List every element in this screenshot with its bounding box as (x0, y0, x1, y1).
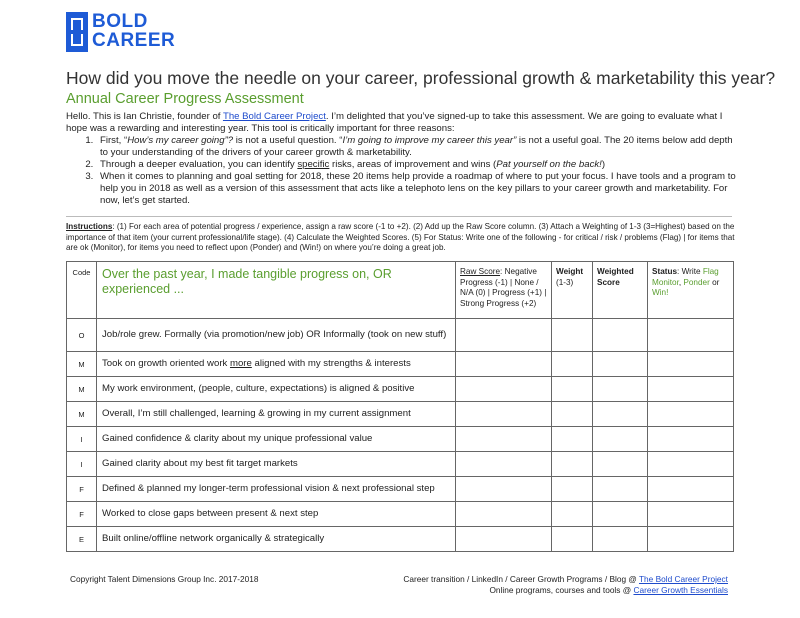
weighted-score-cell[interactable] (593, 452, 648, 477)
row-text: Built online/offline network organically & strategically (97, 527, 456, 552)
weighted-score-cell[interactable] (593, 377, 648, 402)
weight-cell[interactable] (552, 352, 593, 377)
weighted-score-cell[interactable] (593, 527, 648, 552)
footer-links (380, 574, 728, 595)
table-row (67, 377, 734, 402)
header-code: Code (67, 262, 97, 319)
weight-cell[interactable] (552, 402, 593, 427)
row-code: M (67, 352, 97, 377)
footer-career-growth-link[interactable]: Career Growth Essentials (633, 584, 728, 595)
row-code: I (67, 452, 97, 477)
weighted-score-cell[interactable] (593, 352, 648, 377)
status-cell[interactable] (648, 452, 734, 477)
header-weight: Weight (1-3) (552, 262, 593, 319)
logo-text (92, 12, 175, 50)
row-code: F (67, 502, 97, 527)
header-raw-score: Raw Score: Negative Progress (-1) | None / N/A (0) | Progress (+1) | Strong Progress (+2) (456, 262, 552, 319)
status-cell[interactable] (648, 477, 734, 502)
raw-score-cell[interactable] (456, 352, 552, 377)
row-code: F (67, 477, 97, 502)
table-row (67, 427, 734, 452)
table-header (67, 262, 734, 319)
table-row (67, 352, 734, 377)
row-code: O (67, 319, 97, 352)
status-cell[interactable] (648, 377, 734, 402)
reason-2: 2. Through a deeper evaluation, you can identify specific risks, areas of improvement and wins (Pat yourself on the back!) (96, 159, 736, 171)
header-weighted-score: Weighted Score (593, 262, 648, 319)
weighted-score-cell[interactable] (593, 427, 648, 452)
reason-1: 1. First, “How’s my career going”? is not a useful question. “I’m going to improve my career this year” is not a useful goal. The 20 items below add depth to your understanding of the drivers of your career growth & marketability. (96, 135, 736, 159)
raw-score-cell[interactable] (456, 402, 552, 427)
raw-score-cell[interactable] (456, 477, 552, 502)
table-row (67, 502, 734, 527)
raw-score-cell[interactable] (456, 527, 552, 552)
weight-cell[interactable] (552, 502, 593, 527)
row-text: Gained confidence & clarity about my unique professional value (97, 427, 456, 452)
row-text: Gained clarity about my best fit target markets (97, 452, 456, 477)
weight-cell[interactable] (552, 319, 593, 352)
status-cell[interactable] (648, 502, 734, 527)
raw-score-cell[interactable] (456, 502, 552, 527)
raw-score-cell[interactable] (456, 319, 552, 352)
row-code: E (67, 527, 97, 552)
bold-career-logo (66, 12, 182, 54)
logo-mark-icon (66, 12, 88, 52)
reasons-list (66, 135, 736, 207)
header-main: Over the past year, I made tangible progress on, OR experienced ... (97, 262, 456, 319)
row-text: Worked to close gaps between present & next step (97, 502, 456, 527)
status-cell[interactable] (648, 402, 734, 427)
weighted-score-cell[interactable] (593, 477, 648, 502)
intro-paragraph: Hello. This is Ian Christie, founder of The Bold Career Project. I’m delighted that you’ve signed-up to take this assessment. We are going to evaluate what I hope was a rewarding and interesting year. This tool is critically important for three reasons: (66, 111, 723, 134)
row-code: M (67, 377, 97, 402)
row-text: Job/role grew. Formally (via promotion/new job) OR Informally (took on new stuff) (97, 319, 456, 352)
intro-text (66, 111, 736, 207)
divider (66, 216, 732, 217)
status-cell[interactable] (648, 427, 734, 452)
weight-cell[interactable] (552, 427, 593, 452)
weighted-score-cell[interactable] (593, 319, 648, 352)
row-text: Took on growth oriented work more aligned with my strengths & interests (97, 352, 456, 377)
logo-line-2: CAREER (92, 30, 176, 51)
footer-bold-career-link[interactable]: The Bold Career Project (638, 574, 728, 584)
footer-copyright: Copyright Talent Dimensions Group Inc. 2017-2018 (70, 574, 259, 584)
weight-cell[interactable] (552, 527, 593, 552)
row-text: Overall, I’m still challenged, learning & growing in my current assignment (97, 402, 456, 427)
raw-score-cell[interactable] (456, 427, 552, 452)
reason-3: 3. When it comes to planning and goal setting for 2018, these 20 items help provide a roadmap of where to put your focus. I have tools and a program to help you in 2018 as well as a version of this assessment that acts like a telephoto lens on the key pillars to your career growth and marketability. For now, let’s get started. (96, 171, 736, 207)
footer-line-2: Online programs, courses and tools @ Career Growth Essentials (489, 584, 728, 595)
row-text: My work environment, (people, culture, expectations) is aligned & positive (97, 377, 456, 402)
raw-score-cell[interactable] (456, 377, 552, 402)
weight-cell[interactable] (552, 377, 593, 402)
row-text: Defined & planned my longer-term professional vision & next professional step (97, 477, 456, 502)
weight-cell[interactable] (552, 477, 593, 502)
weight-cell[interactable] (552, 452, 593, 477)
table-row (67, 452, 734, 477)
table-row (67, 477, 734, 502)
bold-career-project-link[interactable]: The Bold Career Project (222, 111, 326, 122)
logo-line-1: BOLD (92, 11, 148, 32)
footer-line-1: Career transition / LinkedIn / Career Growth Programs / Blog @ The Bold Career Project (403, 574, 728, 584)
status-cell[interactable] (648, 319, 734, 352)
table-row (67, 527, 734, 552)
raw-score-cell[interactable] (456, 452, 552, 477)
row-code: M (67, 402, 97, 427)
status-cell[interactable] (648, 527, 734, 552)
weighted-score-cell[interactable] (593, 402, 648, 427)
status-cell[interactable] (648, 352, 734, 377)
instructions: Instructions: (1) For each area of potential progress / experience, assign a raw score (-1 to +2). (2) Add up the Raw Score column. (3) Attach a Weighting of 1-3 (3=Highest) based on the importance of that item (your current professional/life stage). (4) Calculate the Weighted Scores. (5) For Status: Write one of the following - for critical / risk / problems (Flag) | for items that are ok (Monitor), for items you need to reflect upon (Ponder) and (Win!) on where you’re doing a great job. (66, 222, 735, 252)
page-title: How did you move the needle on your career, professional growth & marketability this year? (66, 68, 776, 88)
page-subtitle: Annual Career Progress Assessment (66, 91, 304, 107)
table-row (67, 319, 734, 352)
row-code: I (67, 427, 97, 452)
weighted-score-cell[interactable] (593, 502, 648, 527)
table-row (67, 402, 734, 427)
assessment-table (66, 261, 734, 552)
header-status: Status: Write Flag Monitor, Ponder or Win! (648, 262, 734, 319)
